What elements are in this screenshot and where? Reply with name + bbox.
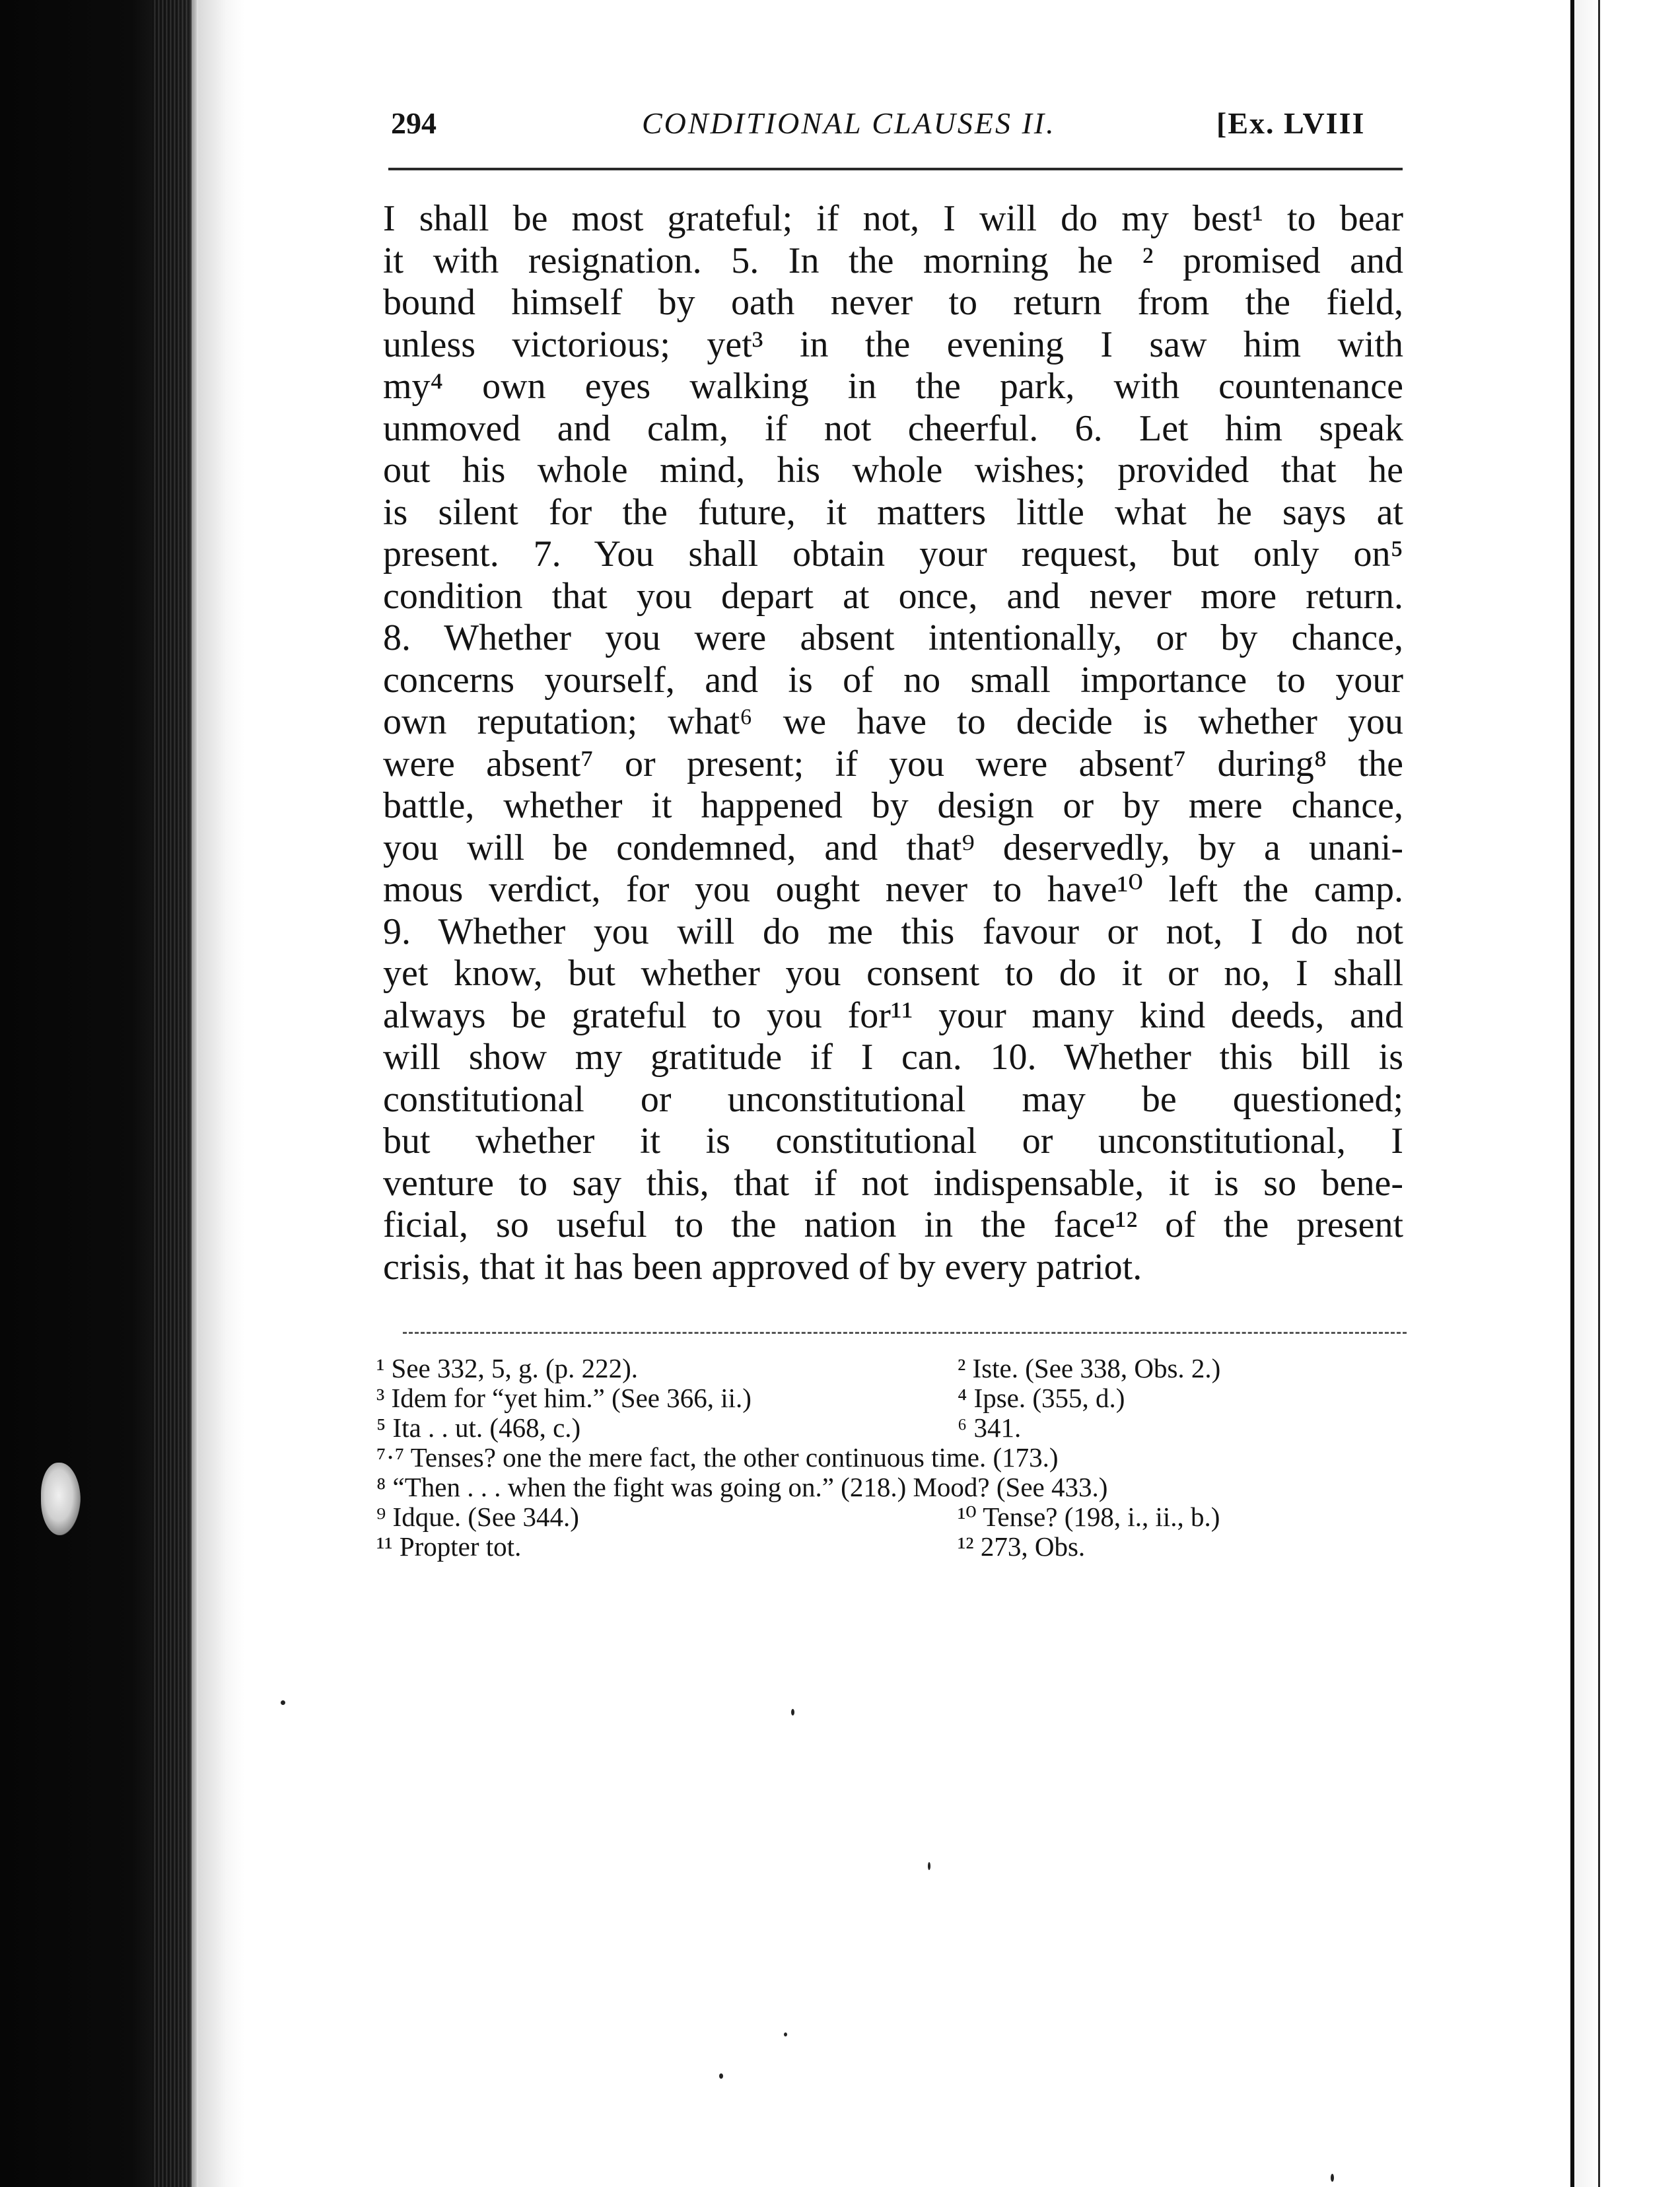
gutter-shadow (198, 0, 244, 2187)
text-line: concerns yourself, and is of no small importance to your (383, 659, 1403, 701)
footnote-3: ³ Idem for “yet him.” (See 366, ii.) (376, 1383, 752, 1413)
text-line: will show my gratitude if I can. 10. Whether this bill is (383, 1037, 1403, 1078)
text-line: yet know, but whether you consent to do it or no, I shall (383, 953, 1403, 994)
next-page-strip (1574, 0, 1601, 2187)
text-line: unless victorious; yet³ in the evening I saw him with (383, 324, 1403, 365)
footnote-11: ¹¹ Propter tot. (376, 1531, 522, 1562)
text-line: bound himself by oath never to return from the field, (383, 282, 1403, 323)
text-line: ficial, so useful to the nation in the face¹² of the present (383, 1204, 1403, 1245)
footnote-1: ¹ See 332, 5, g. (p. 222). (376, 1353, 639, 1383)
text-line: battle, whether it happened by design or by mere chance, (383, 785, 1403, 826)
footnote-row (376, 1532, 1413, 1562)
text-line: were absent⁷ or present; if you were absent⁷ during⁸ the (383, 743, 1403, 784)
scan-speck (784, 2032, 787, 2036)
text-line: I shall be most grateful; if not, I will do my best¹ to bear (383, 198, 1403, 239)
footnote-row (376, 1413, 1413, 1443)
footnotes (376, 1354, 1413, 1562)
footnote-10: ¹⁰ Tense? (198, i., ii., b.) (958, 1502, 1220, 1532)
scan-speck (719, 2073, 723, 2079)
text-line: present. 7. You shall obtain your request, but only on⁵ (383, 534, 1403, 574)
scan-speck (791, 1709, 794, 1716)
header-rule (388, 168, 1403, 170)
text-line: own reputation; what⁶ we have to decide is whether you (383, 701, 1403, 742)
running-title: CONDITIONAL CLAUSES II. (642, 106, 1056, 140)
text-line: 9. Whether you will do me this favour or not, I do not (383, 911, 1403, 952)
scan-speck (928, 1862, 930, 1870)
text-line: mous verdict, for you ought never to have¹⁰ left the camp. (383, 869, 1403, 910)
text-line: it with resignation. 5. In the morning he ² promised and (383, 240, 1403, 281)
footnote-row (376, 1354, 1413, 1383)
footnote-2: ² Iste. (See 338, Obs. 2.) (958, 1353, 1221, 1383)
text-line: you will be condemned, and that⁹ deservedly, by a unani- (383, 827, 1403, 868)
text-line: my⁴ own eyes walking in the park, with countenance (383, 366, 1403, 407)
scan-blemish (41, 1463, 81, 1535)
footnote-row (376, 1383, 1413, 1413)
far-right-edge-line (1598, 0, 1600, 2187)
footnote-row (376, 1443, 1413, 1473)
footnote-8: ⁸ “Then . . . when the fight was going on.” (218.) Mood? (See 433.) (376, 1472, 1108, 1502)
footnote-4: ⁴ Ipse. (355, d.) (958, 1383, 1125, 1413)
footnote-separator (403, 1332, 1407, 1334)
text-line: always be grateful to you for¹¹ your many kind deeds, and (383, 994, 1403, 1036)
text-line: condition that you depart at once, and never more return. (383, 575, 1403, 617)
footnote-row (376, 1473, 1413, 1502)
page-stack-edge (152, 0, 192, 2187)
text-line: is silent for the future, it matters little what he says at (383, 491, 1403, 533)
page-number: 294 (391, 106, 437, 140)
text-line: venture to say this, that if not indispensable, it is so bene- (383, 1162, 1403, 1204)
footnote-row (376, 1502, 1413, 1532)
exercise-text (383, 198, 1403, 1288)
footnote-9: ⁹ Idque. (See 344.) (376, 1502, 579, 1532)
text-line: unmoved and calm, if not cheerful. 6. Let him speak (383, 407, 1403, 449)
text-line: crisis, that it has been approved of by every patriot. (383, 1246, 1142, 1288)
text-line: 8. Whether you were absent intentionally, or by chance, (383, 617, 1403, 658)
scan-speck (281, 1700, 285, 1705)
text-line: out his whole mind, his whole wishes; provided that he (383, 450, 1403, 491)
text-line: constitutional or unconstitutional may be questioned; (383, 1078, 1403, 1120)
footnote-6: ⁶ 341. (958, 1412, 1022, 1443)
page-header (391, 106, 1401, 149)
footnote-5: ⁵ Ita . . ut. (468, c.) (376, 1412, 581, 1443)
footnote-12: ¹² 273, Obs. (958, 1531, 1086, 1562)
exercise-reference: [Ex. LVIII (1216, 106, 1366, 140)
text-line: but whether it is constitutional or unconstitutional, I (383, 1121, 1403, 1162)
footnote-7: ⁷·⁷ Tenses? one the mere fact, the other continuous time. (173.) (376, 1442, 1059, 1473)
scan-speck (1331, 2174, 1334, 2182)
